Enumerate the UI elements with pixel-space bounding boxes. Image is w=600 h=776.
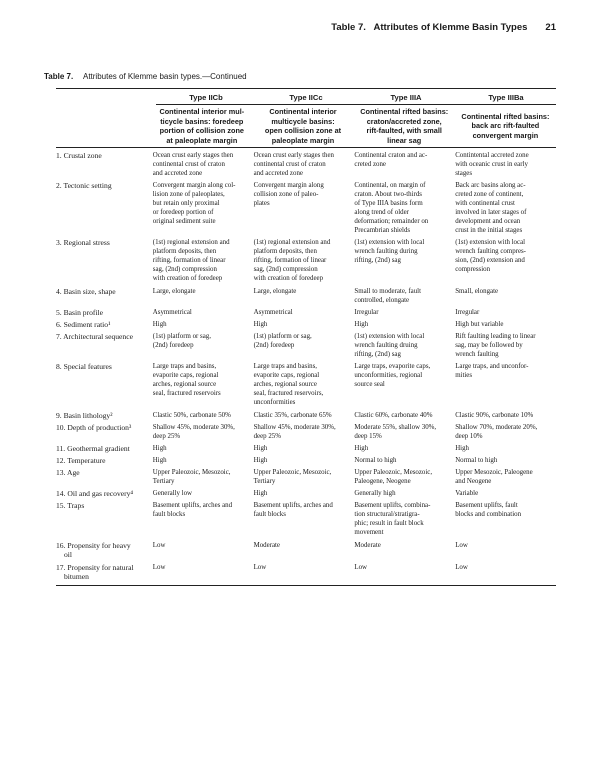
table-row — [56, 151, 556, 178]
table-row — [56, 563, 556, 581]
cell-line: Shallow 45%, moderate 30%, — [152, 424, 235, 432]
cell-line: controlled, elongate — [354, 297, 410, 305]
cell-line: Upper Mesozoic, Paleogene — [455, 469, 533, 477]
cell-line: compression — [455, 266, 491, 274]
column-description-line: open collision zone at — [264, 126, 342, 136]
table-row — [56, 541, 556, 559]
column-description-line: rift-faulted, with small — [366, 126, 442, 136]
table-row — [56, 411, 556, 420]
column-description-line: at paleoplate margin — [166, 135, 238, 145]
cell-line: tion structural/stratigra- — [354, 511, 420, 519]
cell-line: Ocean crust early stages then — [152, 152, 234, 160]
cell-line: movement — [354, 529, 384, 537]
cell-line: Small to moderate, fault — [354, 288, 421, 296]
cell-line: sag, may be followed by — [455, 342, 523, 350]
table-cell — [455, 501, 556, 537]
table-row — [56, 332, 556, 359]
row-label-line: 8. Special features — [56, 362, 112, 372]
cell-line: Continental, on margin of — [354, 182, 426, 190]
table-row — [56, 362, 556, 407]
cell-line: High — [253, 490, 268, 498]
cell-line: craton. About two-thirds — [354, 191, 422, 199]
cell-line: fault blocks — [253, 511, 286, 519]
cell-line: Clastic 35%, carbonate 65% — [253, 412, 332, 420]
table-cell — [455, 563, 556, 581]
cell-line: seal, fractured reservoirs — [152, 390, 221, 398]
column-description-line: Continental rifted basins: — [360, 107, 449, 116]
cell-line: deep 25% — [253, 433, 281, 441]
table-row — [56, 181, 556, 235]
table-cell — [455, 308, 556, 317]
row-label — [56, 181, 153, 235]
table-row — [56, 287, 556, 305]
cell-line: Generally high — [354, 490, 396, 498]
table-cell — [455, 444, 556, 453]
cell-line: Clastic 50%, carbonate 50% — [152, 412, 231, 420]
table-cell — [153, 563, 254, 581]
column-description-line: portion of collision zone — [159, 126, 244, 136]
table-cell — [254, 411, 355, 420]
cell-line: platform deposits, then — [152, 248, 217, 256]
cell-line: Continental craton and ac- — [354, 152, 428, 160]
cell-line: Clastic 90%, carbonate 10% — [455, 412, 534, 420]
row-label — [56, 332, 153, 359]
table-cell — [455, 423, 556, 441]
cell-line: involved in later stages of — [455, 209, 527, 217]
table-row — [56, 320, 556, 329]
row-label — [56, 456, 153, 465]
cell-line: (1st) platform or sag, — [152, 333, 211, 341]
table-cell — [153, 308, 254, 317]
cell-line: and accreted zone — [253, 170, 303, 178]
cell-line: development and ocean — [455, 218, 521, 226]
row-label-line: 14. Oil and gas recovery⁴ — [56, 489, 134, 499]
cell-line: Precambrian shields — [354, 227, 411, 235]
table-cell — [153, 287, 254, 305]
table-cell — [354, 320, 455, 329]
row-label-line: 2. Tectonic setting — [56, 181, 112, 191]
row-label-line: oil — [64, 550, 73, 560]
table-cell — [153, 501, 254, 537]
cell-line: High — [253, 457, 268, 465]
table-cell — [254, 287, 355, 305]
table-row — [56, 468, 556, 486]
table-cell — [153, 332, 254, 359]
column-description-line: Continental interior — [269, 107, 337, 116]
running-head-title: Table 7. Attributes of Klemme Basin Types — [331, 22, 528, 33]
row-label-line: 16. Propensity for heavy — [56, 541, 131, 551]
cell-line: evaporite caps, regional — [152, 372, 219, 380]
cell-line: along trend of older — [354, 209, 409, 217]
cell-line: High — [354, 321, 369, 329]
table-cell — [354, 181, 455, 235]
cell-line: Basement uplifts, fault — [455, 502, 518, 510]
cell-line: Large traps, and unconfor- — [455, 363, 529, 371]
cell-line: Moderate — [354, 542, 381, 550]
table-cell — [153, 151, 254, 178]
cell-line: evaporite caps, regional — [253, 372, 320, 380]
cell-line: creted zone of continent, — [455, 191, 524, 199]
table-row — [56, 501, 556, 537]
table-row — [56, 238, 556, 283]
cell-line: (1st) extension with local — [455, 239, 526, 247]
row-label — [56, 362, 153, 407]
row-label-line: 15. Traps — [56, 501, 85, 511]
column-type-header-row — [56, 89, 556, 104]
cell-line: Upper Paleozoic, Mesozoic, — [354, 469, 433, 477]
cell-line: deep 10% — [455, 433, 483, 441]
cell-line: Convergent margin along — [253, 182, 324, 190]
table-cell — [254, 320, 355, 329]
cell-line: or foredeep portion of — [152, 209, 214, 217]
column-description — [151, 105, 252, 147]
row-label — [56, 411, 153, 420]
cell-line: (2nd) foredeep — [152, 342, 194, 350]
cell-line: unconformities — [253, 399, 296, 407]
cell-line: sag, (2nd) compression — [152, 266, 217, 274]
table-cell — [254, 332, 355, 359]
cell-line: (1st) platform or sag, — [253, 333, 312, 341]
table-cell — [153, 238, 254, 283]
row-label — [56, 238, 153, 283]
row-label-line: 10. Depth of production³ — [56, 423, 132, 433]
table-bottom-rule — [56, 585, 556, 586]
column-description-row — [56, 105, 556, 147]
table-row — [56, 456, 556, 465]
cell-line: with oceanic crust in early — [455, 161, 528, 169]
row-label-line: 17. Propensity for natural — [56, 563, 134, 573]
cell-line: rifting, (2nd) sag — [354, 351, 401, 359]
table-cell — [153, 423, 254, 441]
cell-line: arches, regional source — [253, 381, 317, 389]
cell-line: Moderate — [253, 542, 280, 550]
row-label — [56, 541, 153, 559]
table-cell — [354, 563, 455, 581]
table-cell — [455, 238, 556, 283]
cell-line: rifting, formation of linear — [152, 257, 226, 265]
row-label — [56, 308, 153, 317]
cell-line: crust in the initial stages — [455, 227, 523, 235]
table-cell — [455, 468, 556, 486]
cell-line: High — [354, 445, 369, 453]
column-type-header: Type IIIBa — [488, 93, 524, 102]
cell-line: sion, (2nd) extension and — [455, 257, 525, 265]
caption-text: Attributes of Klemme basin types.—Continued — [82, 72, 247, 81]
row-label-line: 13. Age — [56, 468, 80, 478]
table-cell — [254, 456, 355, 465]
cell-line: Variable — [455, 490, 479, 498]
cell-line: Basement uplifts, arches and — [152, 502, 233, 510]
table-cell — [354, 468, 455, 486]
table-cell — [254, 362, 355, 407]
cell-line: High but variable — [455, 321, 504, 329]
cell-line: sag, (2nd) compression — [253, 266, 318, 274]
column-description-line: Continental interior mul- — [159, 107, 245, 116]
table-cell — [254, 541, 355, 559]
table-cell — [354, 362, 455, 407]
table-cell — [455, 181, 556, 235]
row-label-line: 9. Basin lithology² — [56, 411, 113, 421]
cell-line: but retain only proximal — [152, 200, 220, 208]
cell-line: with creation of foredeep — [152, 275, 223, 283]
cell-line: (1st) extension with local — [354, 333, 425, 341]
cell-line: (1st) regional extension and — [152, 239, 230, 247]
table-row — [56, 423, 556, 441]
table-cell — [254, 181, 355, 235]
row-label — [56, 151, 153, 178]
cell-line: deformation; remainder on — [354, 218, 429, 226]
table-cell — [354, 541, 455, 559]
cell-line: Rift faulting leading to linear — [455, 333, 536, 341]
cell-line: High — [152, 445, 167, 453]
cell-line: collision zone of paleo- — [253, 191, 319, 199]
row-label — [56, 468, 153, 486]
row-label — [56, 287, 153, 305]
cell-line: stages — [455, 170, 473, 178]
table-cell — [354, 411, 455, 420]
column-type-header: Type IIIA — [390, 93, 422, 102]
cell-line: (2nd) foredeep — [253, 342, 295, 350]
table-cell — [254, 468, 355, 486]
cell-line: (1st) extension with local — [354, 239, 425, 247]
cell-line: wrench faulting — [455, 351, 499, 359]
column-description-line: ticycle basins: foredeep — [160, 116, 244, 126]
cell-line: Normal to high — [455, 457, 498, 465]
cell-line: High — [455, 445, 469, 453]
table-cell — [455, 362, 556, 407]
stub-header — [56, 89, 156, 104]
row-label — [56, 423, 153, 441]
header-bottom-rule — [56, 147, 556, 148]
cell-line: Small, elongate — [455, 288, 499, 296]
cell-line: rifting, (2nd) sag — [354, 257, 401, 265]
table-cell — [354, 501, 455, 537]
table-cell — [354, 151, 455, 178]
cell-line: High — [253, 445, 268, 453]
table-cell — [153, 541, 254, 559]
cell-line: unconformities, regional — [354, 372, 423, 380]
row-label — [56, 320, 153, 329]
cell-line: Moderate 55%, shallow 30%, — [354, 424, 437, 432]
table-cell — [254, 238, 355, 283]
row-label — [56, 563, 153, 581]
table-cell — [153, 320, 254, 329]
table-cell — [354, 238, 455, 283]
table-caption — [44, 72, 556, 81]
table-cell — [254, 489, 355, 498]
cell-line: and Neogene — [455, 478, 492, 486]
cell-line: source seal — [354, 381, 385, 389]
row-label-line: 5. Basin profile — [56, 308, 104, 318]
column-description-text — [159, 107, 244, 145]
cell-line: Shallow 45%, moderate 30%, — [253, 424, 336, 432]
table-cell — [153, 444, 254, 453]
table-cell — [254, 563, 355, 581]
row-label — [56, 501, 153, 537]
cell-line: seal, fractured reservoirs, — [253, 390, 324, 398]
cell-line: Irregular — [354, 309, 379, 317]
table-cell — [254, 308, 355, 317]
table-cell — [354, 444, 455, 453]
cell-line: High — [253, 321, 268, 329]
column-description-line: back arc rift-faulted — [471, 121, 540, 131]
cell-line: with creation of foredeep — [253, 275, 324, 283]
cell-line: High — [152, 321, 167, 329]
cell-line: Clastic 60%, carbonate 40% — [354, 412, 433, 420]
cell-line: Low — [152, 542, 166, 550]
row-label-line: 12. Temperature — [56, 456, 106, 466]
cell-line: creted zone — [354, 161, 386, 169]
row-label-line: 7. Architectural sequence — [56, 332, 133, 342]
table-cell — [153, 489, 254, 498]
column-description-text — [265, 107, 341, 145]
cell-line: continental crust of craton — [253, 161, 326, 169]
column-description-text — [360, 107, 448, 145]
cell-line: deep 15% — [354, 433, 382, 441]
cell-line: Ocean crust early stages then — [253, 152, 334, 160]
cell-line: Shallow 70%, moderate 20%, — [455, 424, 538, 432]
cell-line: Low — [253, 564, 267, 572]
cell-line: phic; result in fault block — [354, 520, 424, 528]
cell-line: rifting, formation of linear — [253, 257, 327, 265]
cell-line: Asymmetrical — [253, 309, 293, 317]
table-cell — [254, 444, 355, 453]
cell-line: Irregular — [455, 309, 480, 317]
table-cell — [455, 320, 556, 329]
table-cell — [254, 151, 355, 178]
page-number: 21 — [545, 22, 556, 33]
table-cell — [153, 362, 254, 407]
column-description-line: craton/accreted zone, — [366, 116, 442, 126]
attributes-table — [56, 88, 556, 586]
table-row — [56, 444, 556, 453]
cell-line: Large traps and basins, — [152, 363, 217, 371]
cell-line: Large traps, evaporite caps, — [354, 363, 431, 371]
column-description-line: multicycle basins: — [271, 116, 335, 126]
table-cell — [354, 423, 455, 441]
cell-line: Tertiary — [152, 478, 175, 486]
row-label — [56, 489, 153, 498]
cell-line: Low — [354, 564, 368, 572]
table-cell — [354, 489, 455, 498]
cell-line: wrench faulting during — [354, 248, 418, 256]
cell-line: arches, regional source — [152, 381, 217, 389]
table-cell — [455, 151, 556, 178]
cell-line: Basement uplifts, combina- — [354, 502, 431, 510]
table-cell — [354, 287, 455, 305]
caption-label: Table 7. — [44, 72, 74, 81]
table-cell — [254, 501, 355, 537]
cell-line: with continental crust — [455, 200, 515, 208]
cell-line: Paleogene, Neogene — [354, 478, 411, 486]
cell-line: Large traps and basins, — [253, 363, 317, 371]
column-description-line: paleoplate margin — [271, 135, 335, 145]
cell-line: Low — [455, 564, 468, 572]
table-cell — [354, 308, 455, 317]
row-label-line: 3. Regional stress — [56, 238, 110, 248]
cell-line: Upper Paleozoic, Mesozoic, — [152, 469, 231, 477]
column-description-text — [461, 112, 549, 141]
cell-line: plates — [253, 200, 270, 208]
cell-line: Large, elongate — [152, 288, 196, 296]
cell-line: Large, elongate — [253, 288, 297, 296]
table-body — [56, 151, 556, 581]
cell-line: platform deposits, then — [253, 248, 317, 256]
row-label — [56, 444, 153, 453]
cell-line: (1st) regional extension and — [253, 239, 331, 247]
column-description — [252, 105, 353, 147]
cell-line: Generally low — [152, 490, 193, 498]
cell-line: mities — [455, 372, 473, 380]
cell-line: Low — [152, 564, 166, 572]
cell-line: of Type IIIA basins form — [354, 200, 423, 208]
cell-line: Back arc basins along ac- — [455, 182, 526, 190]
cell-line: Convergent margin along col- — [152, 182, 236, 190]
column-description — [354, 105, 455, 147]
running-head — [331, 22, 556, 36]
table-cell — [455, 332, 556, 359]
cell-line: Asymmetrical — [152, 309, 192, 317]
table-cell — [354, 332, 455, 359]
column-description-line: Continental rifted basins: — [461, 111, 550, 121]
row-label-line: 1. Crustal zone — [56, 151, 102, 161]
table-row — [56, 308, 556, 317]
cell-line: High — [152, 457, 167, 465]
cell-line: blocks and combination — [455, 511, 522, 519]
cell-line: continental crust of craton — [152, 161, 225, 169]
cell-line: wrench faulting druing — [354, 342, 418, 350]
column-description-line: convergent margin — [472, 130, 539, 140]
cell-line: lision zone of paleoplates, — [152, 191, 225, 199]
table-cell — [153, 411, 254, 420]
cell-line: and accreted zone — [152, 170, 203, 178]
table-cell — [455, 411, 556, 420]
stub-description — [56, 105, 151, 147]
row-label-line: 6. Sediment ratio¹ — [56, 320, 111, 330]
table-cell — [354, 456, 455, 465]
table-cell — [153, 456, 254, 465]
column-description-line: linear sag — [387, 135, 422, 145]
cell-line: Upper Paleozoic, Mesozoic, — [253, 469, 332, 477]
table-cell — [455, 541, 556, 559]
table-cell — [153, 468, 254, 486]
cell-line: Basement uplifts, arches and — [253, 502, 333, 510]
table-cell — [153, 181, 254, 235]
column-type-header: Type IICb — [189, 93, 223, 102]
table-cell — [254, 423, 355, 441]
cell-line: original sediment suite — [152, 218, 216, 226]
cell-line: wrench faulting compres- — [455, 248, 526, 256]
cell-line: Tertiary — [253, 478, 276, 486]
cell-line: fault blocks — [152, 511, 186, 519]
table-cell — [455, 287, 556, 305]
table-cell — [455, 456, 556, 465]
row-label-line: bitumen — [64, 572, 89, 582]
column-type-header: Type IICc — [289, 93, 323, 102]
column-description — [455, 105, 556, 147]
table-row — [56, 489, 556, 498]
row-label-line: 4. Basin size, shape — [56, 287, 116, 297]
cell-line: deep 25% — [152, 433, 181, 441]
cell-line: Normal to high — [354, 457, 397, 465]
cell-line: Low — [455, 542, 468, 550]
row-label-line: 11. Geothermal gradient — [56, 444, 130, 454]
table-cell — [455, 489, 556, 498]
cell-line: Contintental accreted zone — [455, 152, 529, 160]
